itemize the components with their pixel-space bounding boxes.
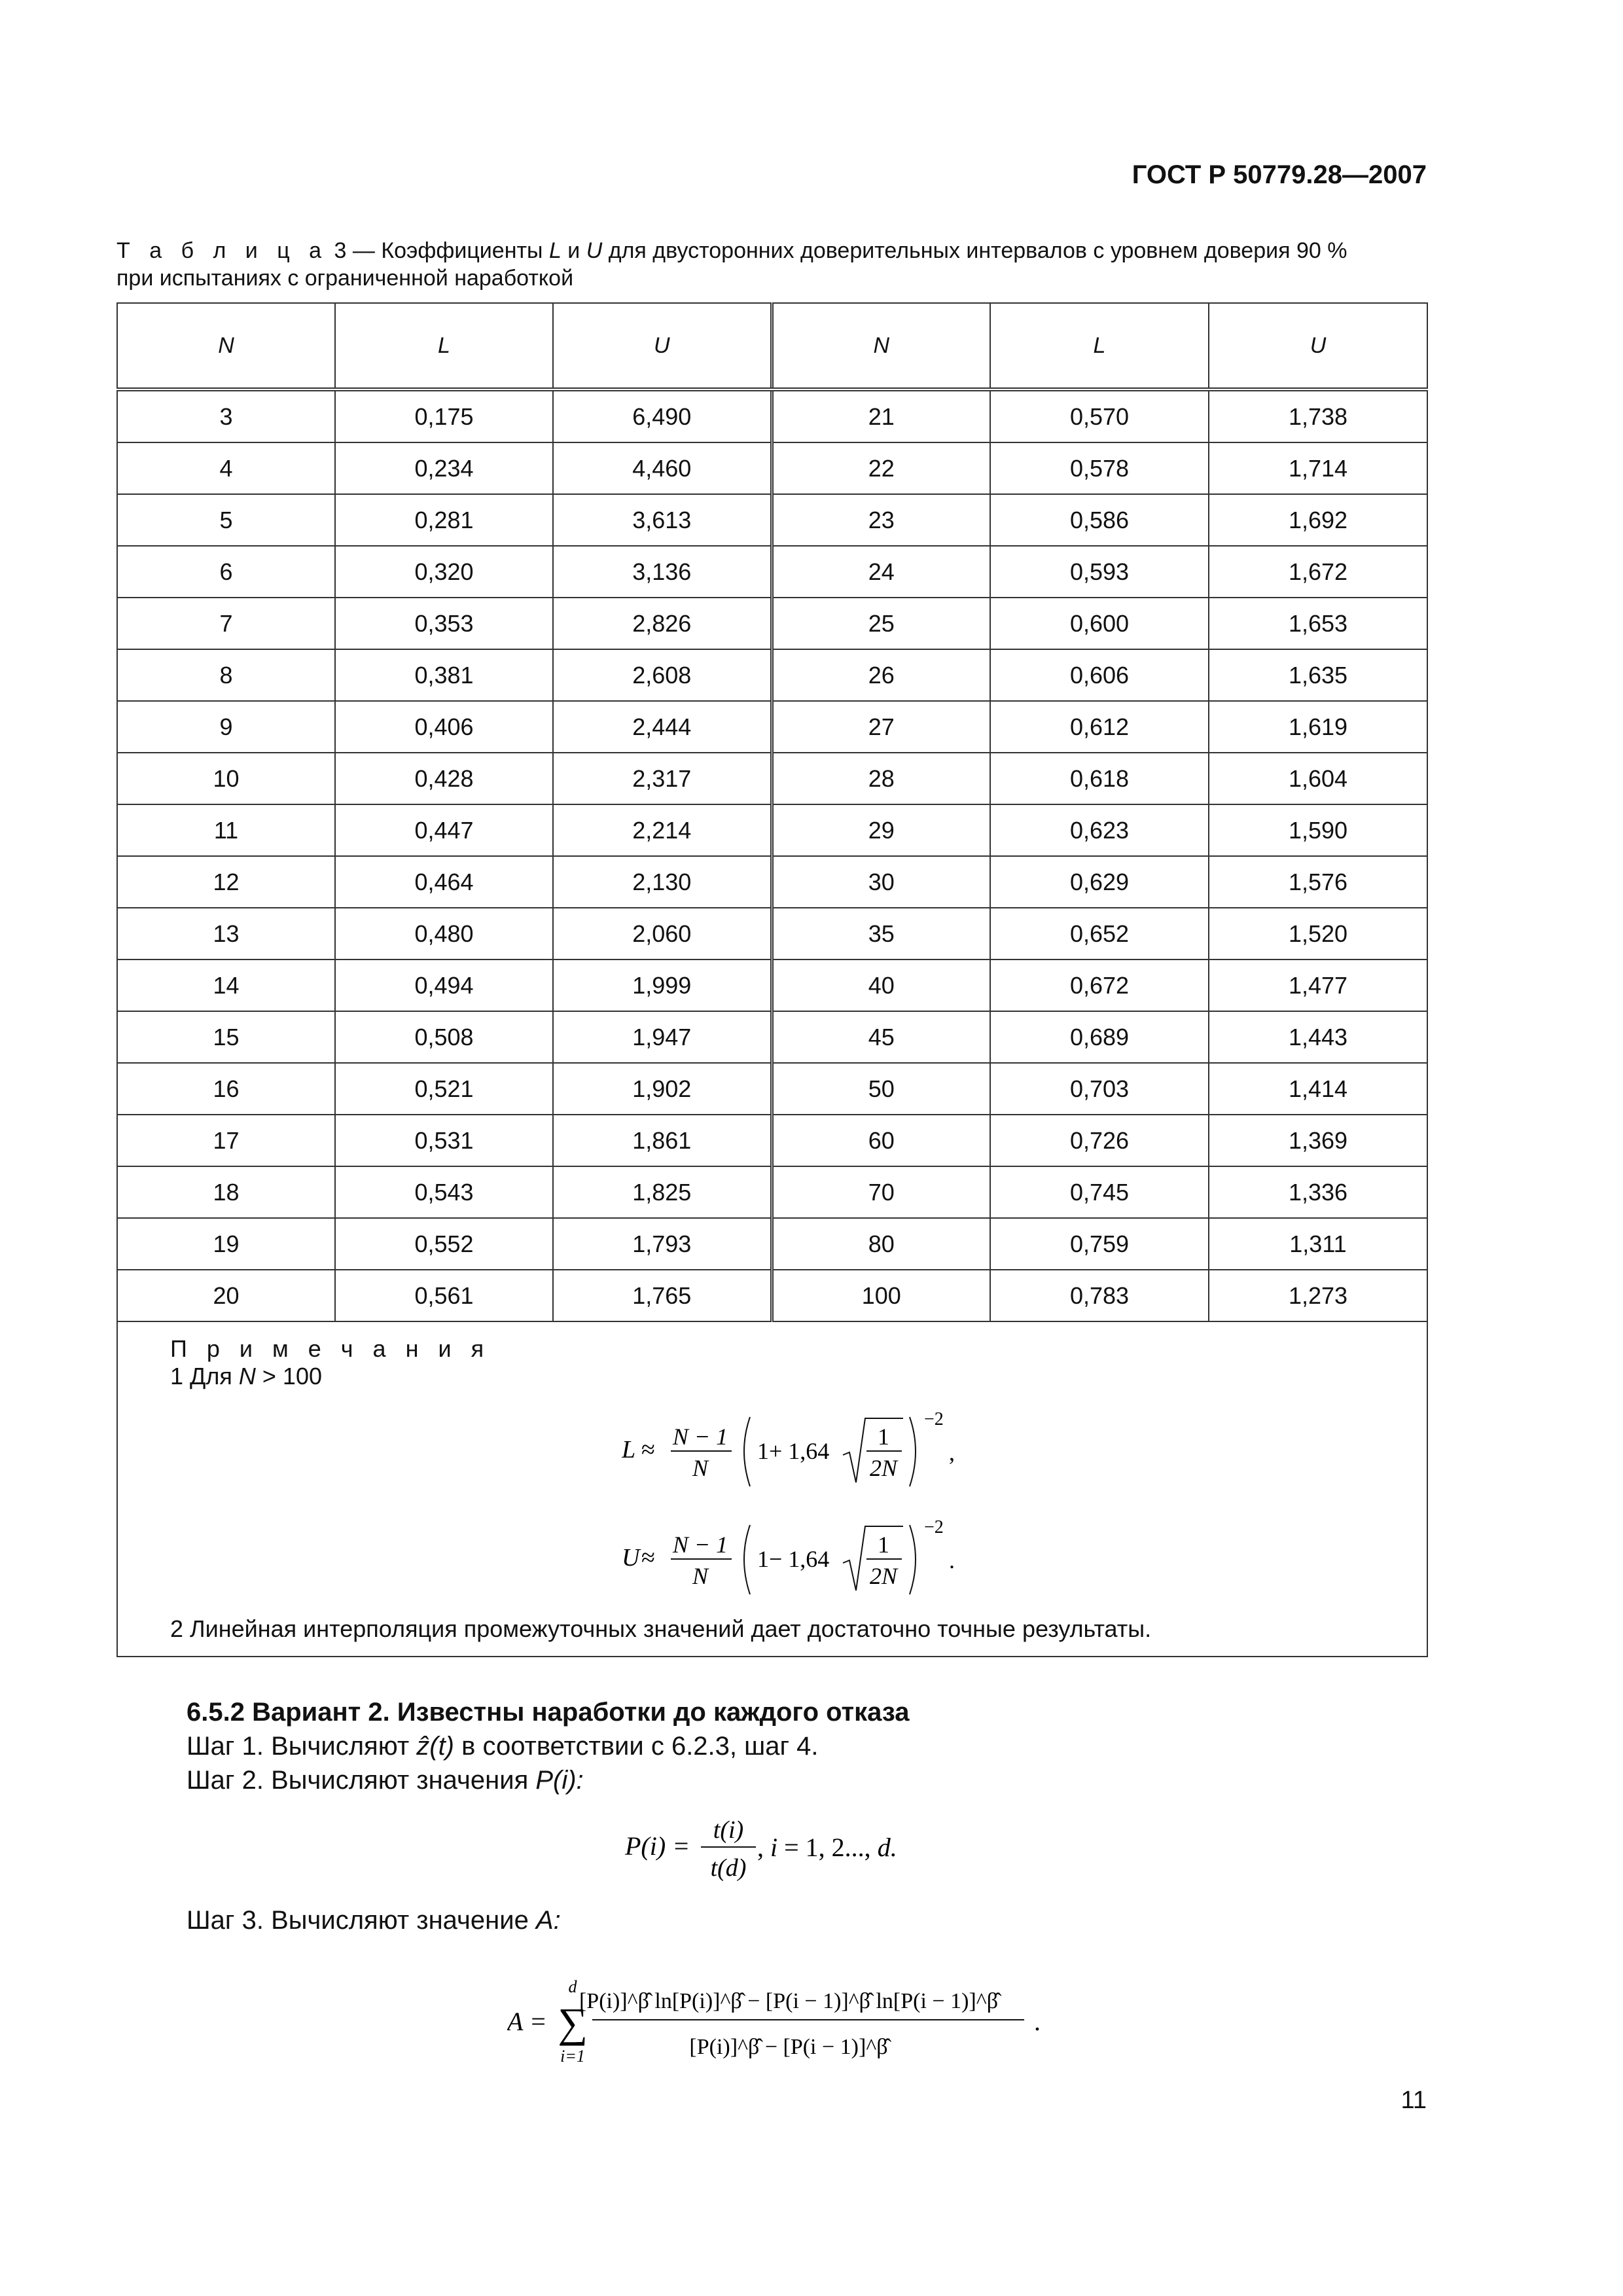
formula-a-den: [P(i)]^β̂ − [P(i − 1)]^β̂ [689,2035,888,2059]
table-cell: 0,689 [990,1011,1209,1063]
table-cell: 0,561 [335,1270,553,1321]
table-cell: 50 [772,1063,990,1115]
table-cell: 15 [117,1011,335,1063]
table-cell: 1,414 [1209,1063,1427,1115]
formula-u [622,1512,1093,1610]
step-2 [187,1763,584,1797]
table-cell: 0,606 [990,649,1209,701]
table-row [117,442,1427,494]
formula-a-end: . [1034,2007,1041,2036]
table-cell: 80 [772,1218,990,1270]
table-cell: 0,600 [990,598,1209,649]
table-row [117,804,1427,856]
table-cell: 0,494 [335,960,553,1011]
table-cell: 5 [117,494,335,546]
table-cell: 40 [772,960,990,1011]
table-cell: 23 [772,494,990,546]
table-cell: 7 [117,598,335,649]
table-cell: 1,604 [1209,753,1427,804]
document-code: ГОСТ Р 50779.28—2007 [1132,160,1427,189]
header-n-left: N [117,303,335,389]
table-cell: 0,447 [335,804,553,856]
table-cell: 16 [117,1063,335,1115]
formula-l-den: N [692,1455,709,1481]
table-cell: 3 [117,389,335,442]
table-cell: 0,759 [990,1218,1209,1270]
table-cell: 0,629 [990,856,1209,908]
table-cell: 13 [117,908,335,960]
formula-a-sum-bottom: i=1 [560,2047,585,2066]
table-row [117,1270,1427,1321]
formula-u-den: N [692,1563,709,1589]
table-cell: 0,552 [335,1218,553,1270]
formula-p-num: t(i) [713,1816,744,1844]
formula-a [507,1970,1070,2075]
header-u-right: U [1209,303,1427,389]
table-row [117,1011,1427,1063]
formula-a-sum-top: d [568,1977,577,1996]
formula-l-inner: 1+ 1,64 [757,1438,830,1464]
notes-row [117,1321,1427,1657]
caption-number: 3 [334,238,347,263]
table-cell: 30 [772,856,990,908]
note1-suffix: > 100 [255,1363,322,1390]
formula-p-tail-i: i [770,1833,778,1862]
formula-p-tail [757,1833,897,1862]
table-cell: 0,593 [990,546,1209,598]
table-cell: 100 [772,1270,990,1321]
step1-text-b: в соответствии с 6.2.3, шаг 4. [454,1732,819,1761]
page-number: 11 [1400,2087,1427,2114]
step2-text-a: Шаг 2. Вычисляют значения [187,1766,536,1795]
table-cell: 2,444 [553,701,772,753]
header-n-right: N [772,303,990,389]
caption-text-b: и [561,238,586,263]
table-cell: 1,653 [1209,598,1427,649]
table-cell: 20 [117,1270,335,1321]
step3-text-a: Шаг 3. Вычисляют значение [187,1906,536,1935]
table-row [117,1166,1427,1218]
formula-a-lhs: A = [507,2007,547,2036]
table-cell: 0,543 [335,1166,553,1218]
step3-symbol: A: [535,1906,561,1935]
table-cell: 2,826 [553,598,772,649]
table-cell: 0,381 [335,649,553,701]
table-cell: 1,692 [1209,494,1427,546]
formula-l-paren-close [910,1417,916,1486]
table-cell: 0,586 [990,494,1209,546]
table-cell: 1,765 [553,1270,772,1321]
header-l-left: L [335,303,553,389]
note1-var: N [238,1363,256,1390]
table-cell: 1,793 [553,1218,772,1270]
header-u-left: U [553,303,772,389]
table-cell: 70 [772,1166,990,1218]
table-cell: 1,477 [1209,960,1427,1011]
table-cell: 11 [117,804,335,856]
note-1 [170,1363,1427,1390]
table-cell: 0,234 [335,442,553,494]
table-caption [116,237,1438,292]
table-cell: 17 [117,1115,335,1166]
table-cell: 25 [772,598,990,649]
note1-prefix: 1 Для [170,1363,239,1390]
table-cell: 6,490 [553,389,772,442]
caption-symbol-l: L [548,238,562,263]
table-cell: 0,578 [990,442,1209,494]
table-cell: 0,531 [335,1115,553,1166]
table-cell: 1,635 [1209,649,1427,701]
table-cell: 2,214 [553,804,772,856]
table-cell: 1,443 [1209,1011,1427,1063]
table-cell: 1,902 [553,1063,772,1115]
table-cell: 3,136 [553,546,772,598]
table-row [117,701,1427,753]
table-cell: 1,576 [1209,856,1427,908]
formula-p-tail-a: , [757,1833,770,1862]
table-cell: 35 [772,908,990,960]
formula-l [622,1404,1093,1502]
header-l-right: L [990,303,1209,389]
table-cell: 0,320 [335,546,553,598]
step2-symbol: P(i): [535,1766,584,1795]
table-cell: 3,613 [553,494,772,546]
caption-text-c: для двусторонних доверительных интервалов с уровнем доверия 90 % [602,238,1347,263]
table-cell: 0,428 [335,753,553,804]
table-cell: 27 [772,701,990,753]
table-cell: 0,623 [990,804,1209,856]
formula-l-exp: −2 [924,1409,944,1429]
table-header-row [117,303,1427,389]
table-cell: 6 [117,546,335,598]
table-cell: 1,520 [1209,908,1427,960]
table-cell: 8 [117,649,335,701]
coefficients-table [116,302,1428,1657]
formula-u-sqrt-num: 1 [878,1532,889,1558]
table-row [117,908,1427,960]
table-cell: 19 [117,1218,335,1270]
table-row [117,546,1427,598]
table-cell: 2,608 [553,649,772,701]
formula-l-num: N − 1 [672,1424,728,1450]
formula-u-lhs: U [622,1544,640,1571]
table-row [117,960,1427,1011]
step1-symbol: ẑ(t) [416,1732,455,1761]
table-cell: 2,317 [553,753,772,804]
table-row [117,1115,1427,1166]
formula-a-sum-sign: ∑ [558,2000,588,2046]
table-cell: 0,175 [335,389,553,442]
table-cell: 0,672 [990,960,1209,1011]
table-cell: 0,745 [990,1166,1209,1218]
table-cell: 14 [117,960,335,1011]
table-row [117,389,1427,442]
table-cell: 1,273 [1209,1270,1427,1321]
table-cell: 0,726 [990,1115,1209,1166]
formula-p-tail-b: = 1, 2..., [777,1833,878,1862]
formula-u-paren-open [744,1525,750,1594]
formula-u-paren-close [910,1525,916,1594]
table-cell: 0,480 [335,908,553,960]
table-cell: 24 [772,546,990,598]
formula-l-sqrt-den: 2N [869,1455,898,1481]
step1-text-a: Шаг 1. Вычисляют [187,1732,417,1761]
table-cell: 1,825 [553,1166,772,1218]
table-cell: 1,861 [553,1115,772,1166]
table-cell: 0,783 [990,1270,1209,1321]
caption-text-a: — Коэффициенты [346,238,549,263]
table-cell: 26 [772,649,990,701]
table-row [117,1063,1427,1115]
table-cell: 1,947 [553,1011,772,1063]
table-cell: 1,999 [553,960,772,1011]
table-cell: 2,060 [553,908,772,960]
formula-l-approx: ≈ [641,1436,655,1463]
caption-label: Т а б л и ц а [116,238,329,263]
table-cell: 22 [772,442,990,494]
table-row [117,598,1427,649]
table-cell: 0,508 [335,1011,553,1063]
formula-l-end: , [949,1439,955,1465]
table-cell: 1,714 [1209,442,1427,494]
formula-u-sqrt-den: 2N [869,1563,898,1589]
formula-p-tail-d: d. [877,1833,897,1862]
table-cell: 1,619 [1209,701,1427,753]
table-cell: 0,353 [335,598,553,649]
table-cell: 1,336 [1209,1166,1427,1218]
caption-symbol-u: U [586,238,603,263]
table-cell: 4,460 [553,442,772,494]
table-cell: 4 [117,442,335,494]
step-3 [187,1903,561,1937]
formula-p-lhs: P(i) = [625,1831,690,1861]
notes-title: П р и м е ч а н и я [170,1335,491,1362]
table-cell: 1,590 [1209,804,1427,856]
table-cell: 21 [772,389,990,442]
table-cell: 0,521 [335,1063,553,1115]
table-body [117,389,1427,1321]
table-cell: 0,618 [990,753,1209,804]
table-cell: 12 [117,856,335,908]
formula-u-inner: 1− 1,64 [757,1546,830,1572]
table-cell: 0,281 [335,494,553,546]
table-cell: 18 [117,1166,335,1218]
table-cell: 1,311 [1209,1218,1427,1270]
formula-l-sqrt-num: 1 [878,1424,889,1450]
table-cell: 0,703 [990,1063,1209,1115]
table-cell: 1,672 [1209,546,1427,598]
table-cell: 9 [117,701,335,753]
formula-u-approx: ≈ [641,1544,655,1571]
caption-line2: при испытаниях с ограниченной наработкой [116,266,574,291]
table-row [117,753,1427,804]
table-row [117,1218,1427,1270]
formula-u-end: . [949,1547,955,1573]
table-row [117,856,1427,908]
table-cell: 10 [117,753,335,804]
formula-u-num: N − 1 [672,1532,728,1558]
table-cell: 29 [772,804,990,856]
formula-a-num: [P(i)]^β̂ ln[P(i)]^β̂ − [P(i − 1)]^β̂ ln[P(i − 1)]^β̂ [579,1989,999,2013]
table-cell: 0,570 [990,389,1209,442]
formula-l-paren-open [744,1417,750,1486]
formula-u-exp: −2 [924,1517,944,1537]
table-cell: 45 [772,1011,990,1063]
step-1 [187,1729,819,1763]
table-row [117,649,1427,701]
formula-p-den: t(d) [710,1854,747,1882]
notes-cell [117,1321,1427,1657]
table-cell: 28 [772,753,990,804]
note-2: 2 Линейная интерполяция промежуточных значений дает достаточно точные результаты. [170,1615,1152,1642]
section-heading: 6.5.2 Вариант 2. Известны наработки до каждого отказа [187,1698,910,1727]
table-cell: 0,652 [990,908,1209,960]
formula-l-lhs: L [622,1436,636,1463]
table-cell: 0,406 [335,701,553,753]
table-cell: 2,130 [553,856,772,908]
table-cell: 0,612 [990,701,1209,753]
table-cell: 60 [772,1115,990,1166]
table-cell: 0,464 [335,856,553,908]
table-cell: 1,738 [1209,389,1427,442]
formula-p [625,1808,1018,1893]
table-row [117,494,1427,546]
table-cell: 1,369 [1209,1115,1427,1166]
